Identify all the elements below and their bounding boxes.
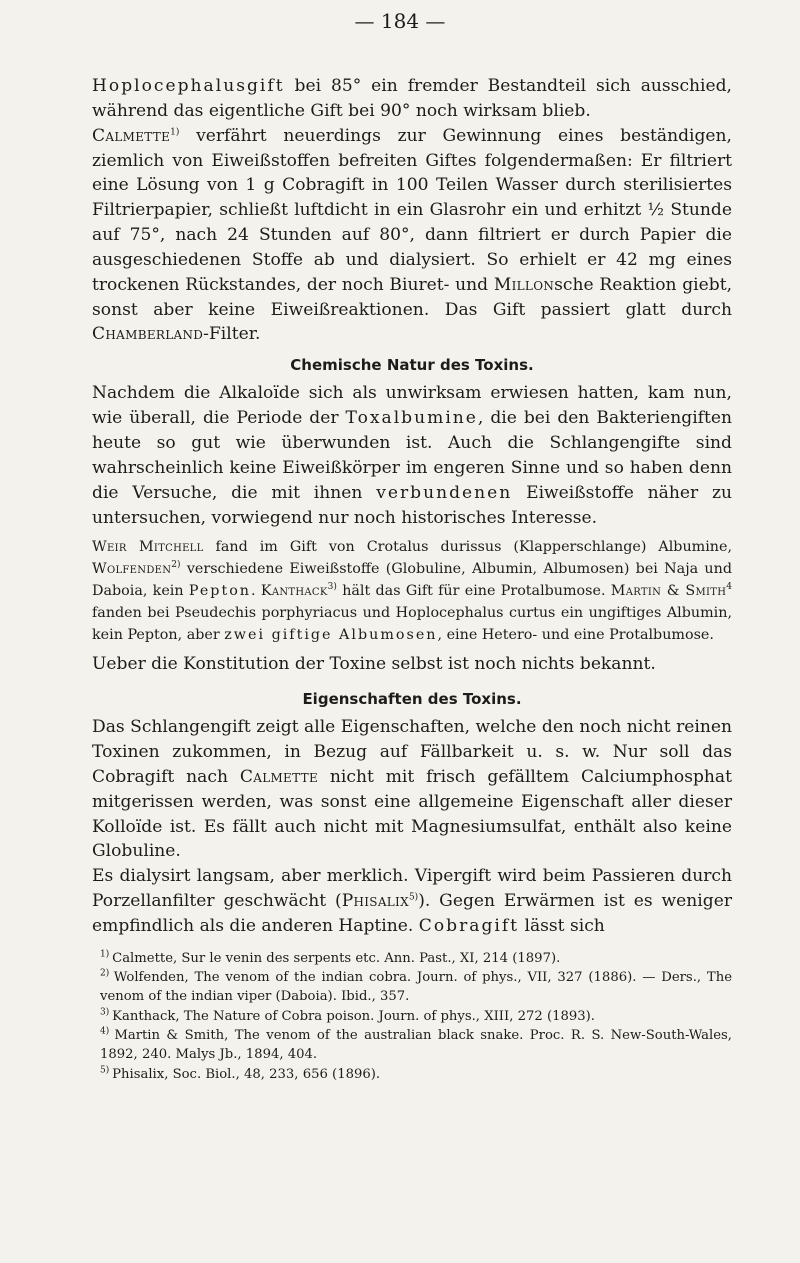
- paragraph-constitution: Ueber die Konstitution der Toxine selbst ist noch nichts bekannt.: [92, 654, 656, 675]
- text-run: 3): [327, 582, 337, 593]
- text-run: Wolfenden: [92, 561, 172, 578]
- text-run: Pepton: [188, 583, 252, 600]
- text-run: Phisalix: [341, 891, 409, 912]
- footnotes: [92, 949, 732, 1084]
- text-run: 5): [408, 892, 419, 903]
- body-text: [92, 74, 732, 1084]
- text-run: , The venom of the indian cobra. Journ. of phys., VII, 327 (1886). — Ders., The venom of the indian viper (Daboia). Ibid., 357.: [100, 970, 732, 1005]
- text-run: , Sur le venin des serpents etc. Ann. Past., XI, 214 (1897).: [173, 950, 561, 966]
- text-run: 4): [100, 1026, 115, 1037]
- text-run: 4: [726, 582, 732, 593]
- text-run: hält das Gift für eine Protalbumose.: [336, 583, 611, 600]
- text-run: , Soc. Biol., 48, 233, 656 (1896).: [164, 1066, 381, 1082]
- text-run: verfährt neuerdings zur Gewinnung eines beständigen, ziemlich von Eiweißstoffen befreiten Giftes folgendermaßen: Er filtriert eine Lösung von 1 g Cobragift in 100 Teilen Wasser durch sterilisiertes Filtrierpapier, schließt luftdicht in ein Glasrohr ein und erhitzt ½ Stunde auf 75°, nach 24 Stunden auf 80°, dann filtriert er durch Papier die ausgeschiedenen Stoffe ab und dialysiert. So erhielt er 42 mg eines trockenen Rückstandes, der noch Biuret- und: [92, 125, 732, 295]
- paragraph-protein-studies: [92, 536, 732, 646]
- text-run: lässt sich: [519, 915, 605, 936]
- text-run: sche Reaktion giebt, sonst aber keine Eiweißreaktionen. Das Gift passiert glatt durch: [92, 274, 732, 320]
- text-run: Millon: [493, 274, 555, 295]
- text-run: -Filter.: [203, 324, 261, 345]
- footnote: [100, 949, 732, 968]
- text-run: Kanthack: [112, 1008, 176, 1024]
- text-run: 2): [100, 968, 114, 979]
- paragraph-hoplocephalus: [92, 74, 732, 124]
- text-run: 5): [100, 1065, 113, 1076]
- text-run: fand im Gift von Crotalus durissus (Klapperschlange) Albumine,: [203, 539, 732, 556]
- text-run: Hoplocephalusgift: [92, 76, 285, 96]
- text-run: Martin & Smith: [114, 1027, 225, 1043]
- text-run: , eine Hetero- und eine Protalbumose.: [437, 627, 714, 644]
- footnote: [100, 968, 732, 1007]
- text-run: Nachdem die Alkaloïde sich als unwirksam erwiesen hatten, kam nun, wie überall, die Periode der: [92, 383, 732, 429]
- paragraph-toxalbumine: [92, 381, 732, 530]
- text-run: verschiedene Eiweißstoffe (Globuline, Albumin, Albumosen) bei Naja und Daboia, kein: [92, 561, 732, 600]
- text-run: ). Gegen Erwärmen ist es weniger empfindlich als die anderen Haptine.: [92, 891, 732, 936]
- text-run: Toxalbumine: [345, 408, 478, 429]
- paragraph-calmette-method: [92, 124, 732, 348]
- text-run: , The Nature of Cobra poison. Journ. of phys., XIII, 272 (1893).: [175, 1008, 595, 1024]
- section-heading-properties: Eigenschaften des Toxins.: [302, 690, 522, 709]
- text-run: Eiweißstoffe näher zu untersuchen, vorwiegend nur noch historisches Interesse.: [92, 482, 732, 528]
- text-run: 1): [100, 949, 113, 960]
- text-run: Kanthack: [260, 583, 328, 600]
- section-heading-chemical-nature: Chemische Natur des Toxins.: [290, 356, 534, 375]
- text-run: , The venom of the australian black snake. Proc. R. S. New-South-Wales, 1892, 240. Malys Jb., 1894, 404.: [100, 1027, 732, 1063]
- page-number: — 184 —: [354, 9, 446, 33]
- text-run: Chamberland: [92, 324, 204, 345]
- text-run: .: [251, 583, 261, 600]
- text-run: Das Schlangengift zeigt alle Eigenschaften, welche den noch nicht reinen Toxinen zukommen, in Bezug auf Fällbarkeit u. s. w. Nur soll das Cobragift nach: [92, 717, 732, 787]
- text-run: Martin & Smith: [610, 583, 727, 600]
- paragraph-properties: [92, 715, 732, 864]
- text-run: Phisalix: [112, 1066, 165, 1082]
- text-run: 3): [100, 1007, 113, 1018]
- paragraph-dialysis: [92, 864, 732, 939]
- footnote: [100, 1065, 732, 1084]
- text-run: 1): [170, 127, 180, 137]
- text-run: Calmette: [112, 950, 173, 966]
- text-run: Calmette: [92, 125, 171, 146]
- text-run: Es dialysirt langsam, aber merklich. Vipergift wird beim Passieren durch Porzellanfilter geschwächt (: [92, 866, 732, 912]
- text-run: fanden bei Pseudechis porphyriacus und Hoplocephalus curtus ein ungiftiges Albumin, kein Pepton, aber: [92, 605, 732, 644]
- text-run: nicht mit frisch gefälltem Calciumphosphat mitgerissen werden, was sonst eine allgemeine Eigenschaft aller dieser Kolloïde ist. Es fällt auch nicht mit Magnesiumsulfat, enthält also keine Globuline.: [92, 766, 732, 862]
- text-run: Cobragift: [418, 915, 520, 936]
- text-run: Calmette: [239, 766, 319, 787]
- text-run: , die bei den Bakteriengiften heute so gut wie überwunden ist. Auch die Schlangengifte sind wahrscheinlich keine Eiweißkörper im engeren Sinne und so haben denn die Versuche, die mit ihnen: [92, 408, 732, 503]
- footnote: [100, 1007, 732, 1026]
- text-run: verbundenen: [376, 482, 513, 503]
- text-run: Wolfenden: [113, 970, 185, 986]
- text-run: zwei giftige Albumosen: [224, 627, 438, 644]
- text-run: 2): [171, 560, 181, 571]
- footnote: [100, 1026, 732, 1065]
- text-run: bei 85° ein fremder Bestandteil sich ausschied, während das eigentliche Gift bei 90° noch wirksam blieb.: [92, 76, 732, 121]
- text-run: Weir Mitchell: [92, 539, 204, 556]
